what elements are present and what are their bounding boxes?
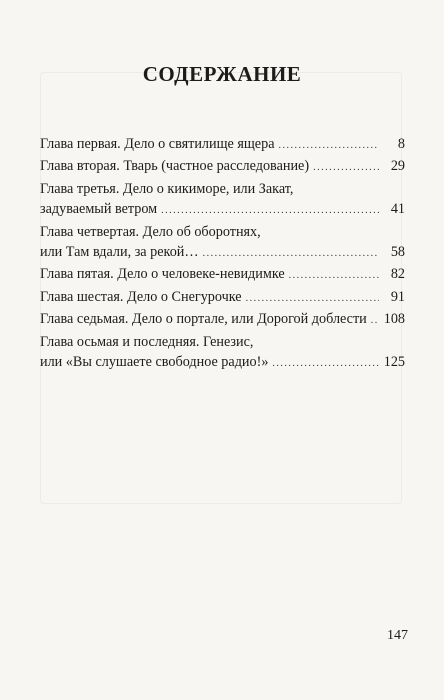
toc-page-number: 125 xyxy=(383,354,405,371)
toc-entry-3 xyxy=(40,179,405,222)
toc-entry-title: Глава третья. Дело о кикиморе, или Закат, xyxy=(40,180,294,197)
toc-entry-title: Глава первая. Дело о святилище ящера xyxy=(40,136,275,152)
leader-dots xyxy=(161,201,379,221)
toc-page-number: 8 xyxy=(397,136,405,152)
leader-dots xyxy=(203,244,379,264)
table-of-contents xyxy=(40,134,405,374)
toc-entry-1 xyxy=(40,134,405,156)
leader-dots xyxy=(272,354,379,374)
toc-page-number: 29 xyxy=(390,158,405,175)
leader-dots xyxy=(371,311,379,331)
toc-entry-title: Глава седьмая. Дело о портале, или Дорогой доблести xyxy=(40,311,367,328)
toc-entry-6 xyxy=(40,287,405,309)
toc-page-number: 91 xyxy=(390,288,405,305)
toc-entry-8 xyxy=(40,332,405,375)
toc-entry-title: Глава пятая. Дело о человеке-невидимке xyxy=(40,266,285,283)
page-title: СОДЕРЖАНИЕ xyxy=(142,62,302,86)
toc-page-number: 82 xyxy=(390,266,405,283)
toc-entry-title: Глава осьмая и последняя. Генезис, xyxy=(40,333,254,350)
leader-dots xyxy=(289,266,379,286)
toc-entry-7 xyxy=(40,309,405,331)
page-number: 147 xyxy=(387,628,408,643)
toc-entry-title-continued: или Там вдали, за рекой… xyxy=(40,244,199,261)
toc-page-number: 58 xyxy=(390,244,405,261)
toc-page-number: 41 xyxy=(390,201,405,218)
leader-dots xyxy=(246,289,379,309)
toc-entry-title: Глава четвертая. Дело об оборотнях, xyxy=(40,223,261,240)
toc-entry-5 xyxy=(40,264,405,286)
toc-entry-title-continued: задуваемый ветром xyxy=(40,201,158,218)
toc-entry-title-continued: или «Вы слушаете свободное радио!» xyxy=(40,354,269,371)
leader-dots xyxy=(279,136,380,156)
toc-entry-title: Глава шестая. Дело о Снегурочке xyxy=(40,288,242,305)
toc-entry-4 xyxy=(40,222,405,265)
toc-page-number: 108 xyxy=(383,311,405,328)
toc-entry-title: Глава вторая. Тварь (частное расследование) xyxy=(40,158,310,175)
leader-dots xyxy=(313,158,379,178)
toc-entry-2 xyxy=(40,156,405,178)
